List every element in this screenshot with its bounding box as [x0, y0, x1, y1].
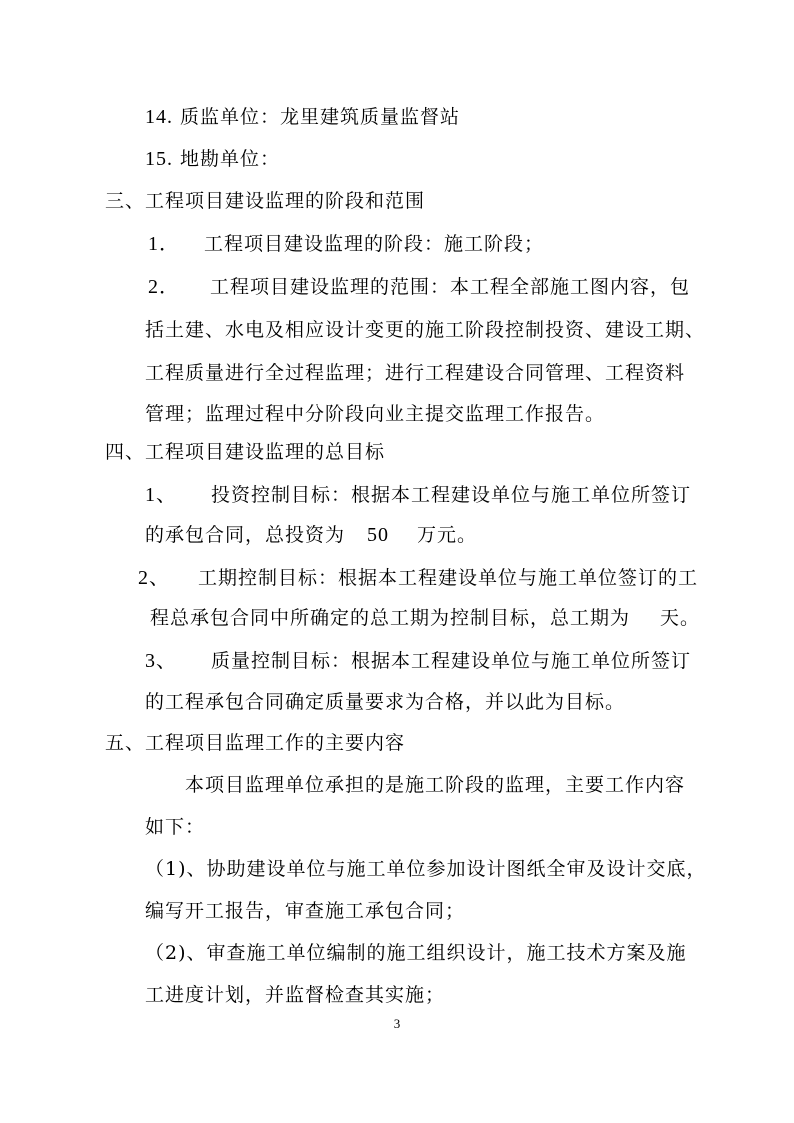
- list-item-4-3: [145, 649, 691, 673]
- list-item-4-1: [145, 483, 691, 507]
- paragraph-line: 如下：: [145, 816, 206, 838]
- paragraph-line: 管理；监理过程中分阶段向业主提交监理工作报告。: [145, 403, 606, 425]
- section-heading-4: 四、工程项目建设监理的总目标: [105, 441, 386, 463]
- investment-amount: 50: [367, 524, 390, 546]
- item-text: 投资控制目标：根据本工程建设单位与施工单位所签订: [211, 484, 692, 506]
- item-number: 2、: [138, 567, 170, 589]
- paragraph-line: 的工程承包合同确定质量要求为合格，并以此为目标。: [145, 691, 626, 713]
- item-number: 15.: [145, 148, 173, 170]
- paragraph-line: 编写开工报告，审查施工承包合同；: [145, 900, 466, 922]
- item-number: 1．: [148, 233, 180, 255]
- paragraph-line: [150, 606, 700, 630]
- text-segment: 的承包合同，总投资为: [145, 524, 346, 546]
- item-number: 2．: [148, 276, 180, 298]
- paragraph-line: 本项目监理单位承担的是施工阶段的监理，主要工作内容: [185, 774, 686, 796]
- list-item-14: [145, 105, 460, 129]
- section-heading-5: 五、工程项目监理工作的主要内容: [105, 732, 406, 754]
- section-heading-3: 三、工程项目建设监理的阶段和范围: [105, 190, 426, 212]
- paragraph-line: 工进度计划，并监督检查其实施；: [145, 984, 446, 1006]
- list-item-5-2: （2)、审查施工单位编制的施工组织设计，施工技术方案及施: [145, 942, 687, 964]
- item-text: 质监单位：龙里建筑质量监督站: [180, 106, 461, 128]
- item-text: 质量控制目标：根据本工程建设单位与施工单位所签订: [211, 650, 692, 672]
- item-text: 工程项目建设监理的阶段：施工阶段；: [204, 233, 545, 255]
- page-number: 3: [393, 1016, 401, 1031]
- item-text: 工程项目建设监理的范围：本工程全部施工图内容，包: [210, 276, 691, 298]
- paragraph-line: [145, 523, 477, 547]
- text-segment: 天。: [660, 607, 701, 629]
- list-item-3-1: [148, 232, 544, 256]
- item-number: 3、: [145, 650, 177, 672]
- list-item-3-2: [148, 275, 690, 299]
- text-segment: 万元。: [417, 524, 478, 546]
- item-text: 地勘单位：: [180, 148, 281, 170]
- list-item-15: [145, 147, 280, 171]
- list-item-4-2: [138, 566, 698, 590]
- paragraph-line: 工程质量进行全过程监理；进行工程建设合同管理、工程资料: [145, 362, 686, 384]
- list-item-5-1: （1)、协助建设单位与施工单位参加设计图纸全审及设计交底，: [145, 858, 707, 880]
- item-number: 1、: [145, 484, 177, 506]
- text-segment: 程总承包合同中所确定的总工期为控制目标，总工期为: [150, 607, 631, 629]
- paragraph-line: 括土建、水电及相应设计变更的施工阶段控制投资、建设工期、: [145, 319, 706, 341]
- item-text: 工期控制目标：根据本工程建设单位与施工单位签订的工: [198, 567, 699, 589]
- item-number: 14.: [145, 106, 173, 128]
